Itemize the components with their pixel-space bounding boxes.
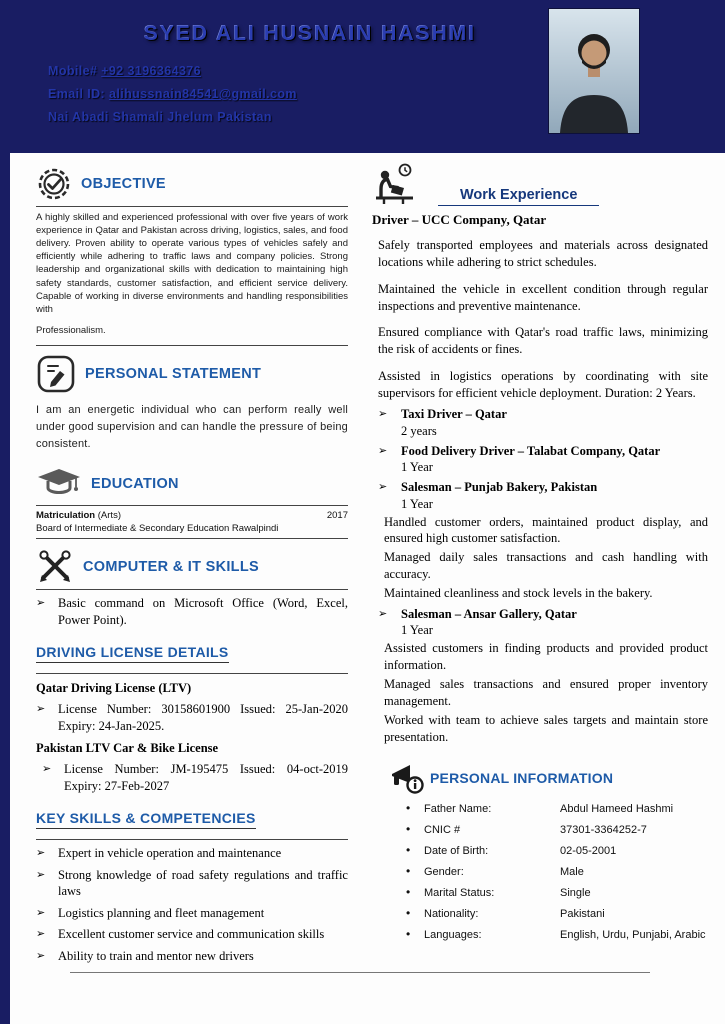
job-entry (372, 479, 708, 602)
education-board: Board of Intermediate & Secondary Education Rawalpindi (36, 523, 279, 535)
arrow-bullet: ➢ (378, 443, 388, 457)
divider (36, 673, 348, 674)
personal-statement-title: PERSONAL STATEMENT (85, 365, 262, 382)
job-entry (372, 406, 708, 439)
work-experience-header (372, 162, 708, 206)
qatar-license-detail: ➢ License Number: 30158601900 Issued: 25-Jan-2020 Expiry: 24-Jan-2025. (36, 702, 348, 733)
work-paragraph: Safely transported employees and materials across designated locations while adhering to strict schedules. (378, 238, 708, 270)
arrow-bullet: ➢ (36, 702, 46, 716)
personal-information-header (372, 762, 708, 794)
right-column (372, 162, 708, 941)
education-header (36, 467, 348, 501)
person-at-desk-clock-icon (372, 162, 416, 206)
profile-photo (548, 8, 640, 134)
dot-bullet: • (406, 800, 411, 815)
key-skills-section (36, 794, 348, 964)
key-skill-item: ➢ Excellent customer service and communication skills (36, 927, 325, 942)
job-entry (372, 606, 708, 746)
work-experience-title: Work Experience (438, 187, 599, 206)
education-section (36, 467, 348, 539)
email-row (48, 87, 297, 101)
info-row: • Languages: English, Urdu, Punjabi, Arabic (406, 926, 706, 941)
education-degree (36, 510, 121, 521)
job-title: Salesman – Ansar Gallery, Qatar (401, 606, 577, 621)
info-row: • CNIC # 37301-3364252-7 (406, 821, 647, 836)
divider (36, 345, 348, 346)
pakistan-license-detail: ➢ License Number: JM-195475 Issued: 04-oct-2019 Expiry: 27-Feb-2027 (42, 762, 348, 793)
divider (36, 505, 348, 506)
key-skill-item: ➢ Logistics planning and fleet management (36, 905, 265, 920)
arrow-bullet: ➢ (36, 927, 46, 941)
job-title: Taxi Driver – Qatar (401, 407, 507, 421)
current-role-heading: Driver – UCC Company, Qatar (372, 212, 547, 227)
info-row: • Gender: Male (406, 863, 584, 878)
info-row: • Father Name: Abdul Hameed Hashmi (406, 800, 674, 815)
education-year: 2017 (326, 510, 348, 522)
it-skills-title: COMPUTER & IT SKILLS (83, 559, 259, 576)
education-degree-rest: (Arts) (95, 510, 121, 522)
dot-bullet: • (406, 905, 411, 920)
candidate-name: SYED ALI HUSNAIN HASHMI (143, 22, 477, 45)
job-entry (372, 443, 708, 476)
key-skills-title: KEY SKILLS & COMPETENCIES (36, 810, 256, 829)
arrow-bullet: ➢ (42, 762, 52, 776)
job-title: Salesman – Punjab Bakery, Pakistan (401, 480, 598, 494)
arrow-bullet: ➢ (378, 407, 388, 420)
dot-bullet: • (406, 863, 411, 878)
divider (36, 589, 348, 590)
left-column (36, 162, 348, 964)
dot-bullet: • (406, 821, 411, 836)
qatar-license-title: Qatar Driving License (LTV) (36, 681, 192, 696)
address-text: Nai Abadi Shamali Jhelum Pakistan (48, 110, 272, 124)
personal-statement-section (36, 354, 348, 453)
work-experience-section (372, 162, 708, 746)
job-detail: Managed sales transactions and ensured proper inventory management. (384, 677, 708, 708)
arrow-bullet: ➢ (36, 846, 46, 860)
dot-bullet: • (406, 926, 411, 941)
email-link[interactable]: alihussnain84541@gmail.com (108, 87, 297, 101)
job-detail: Maintained cleanliness and stock levels in the bakery. (384, 586, 653, 600)
job-detail: Managed daily sales transactions and cash handling with accuracy. (384, 550, 708, 582)
arrow-bullet: ➢ (378, 480, 388, 493)
pakistan-license-title: Pakistan LTV Car & Bike License (36, 741, 219, 756)
personal-information-section (372, 762, 708, 941)
objective-text: A highly skilled and experienced professional with over five years of work experience in Qatar and Pakistan across driving, logistics, sales, and food delivery. Proven ability to operate various types of vehicles safely and efficiently while adhering to traffic laws and company policies. Strong leadership and organizational skills with dedication to maintaining high safety standards, customer satisfaction, and efficient service delivery. Capable of working in diverse environments and handling responsibilities with (36, 212, 348, 315)
job-title: Food Delivery Driver – Talabat Company, Qatar (401, 443, 661, 458)
key-skill-item: ➢ Ability to train and mentor new drivers (36, 948, 254, 963)
left-edge-stripe (0, 153, 10, 1024)
it-skills-section (36, 549, 348, 628)
job-detail: Assisted customers in finding products and provided product information. (384, 641, 708, 673)
job-detail: Handled customer orders, maintained product display, and ensured high customer satisfaction. (384, 514, 708, 546)
job-duration: 2 years (401, 423, 437, 438)
key-skill-item: ➢ Expert in vehicle operation and maintenance (36, 846, 282, 861)
objective-section (36, 166, 348, 346)
job-duration: 1 Year (401, 623, 433, 638)
arrow-bullet: ➢ (36, 948, 46, 962)
contact-block (48, 64, 297, 133)
objective-header (36, 166, 348, 202)
mobile-label: Mobile# (48, 64, 102, 78)
target-check-icon (36, 166, 72, 202)
job-duration: 1 Year (401, 460, 433, 474)
education-row (36, 510, 348, 521)
arrow-bullet: ➢ (36, 905, 46, 919)
divider (36, 839, 348, 840)
arrow-bullet: ➢ (378, 606, 388, 620)
footer-divider (70, 972, 650, 973)
mobile-row (48, 64, 297, 78)
info-row: • Date of Birth: 02-05-2001 (406, 842, 617, 857)
work-paragraph: Maintained the vehicle in excellent condition through regular inspections and preventive maintenance. (378, 281, 708, 313)
key-skill-item: ➢ Strong knowledge of road safety regulations and traffic laws (36, 867, 348, 899)
job-detail: Worked with team to achieve sales targets and maintain store presentation. (384, 712, 708, 744)
work-paragraph: Ensured compliance with Qatar's road traffic laws, minimizing the risk of accidents or fines. (378, 325, 708, 357)
driving-license-title: DRIVING LICENSE DETAILS (36, 644, 229, 663)
mobile-number: +92 3196364376 (101, 64, 202, 78)
divider (36, 206, 348, 207)
objective-text-cont: Professionalism. (36, 324, 106, 336)
job-duration: 1 Year (401, 496, 433, 511)
email-label: Email ID: (48, 87, 109, 101)
work-paragraph: Assisted in logistics operations by coordinating with site supervisors for efficient vehicle deployment. Duration: 2 Years. (378, 368, 708, 400)
arrow-bullet: ➢ (36, 867, 46, 881)
arrow-bullet: ➢ (36, 596, 46, 610)
dot-bullet: • (406, 842, 411, 857)
info-row: • Marital Status: Single (406, 884, 591, 899)
graduation-cap-icon (36, 467, 82, 501)
personal-statement-text: I am an energetic individual who can perform really well under good supervision and can handle the pressure of being consistent. (36, 403, 348, 451)
objective-title: OBJECTIVE (81, 176, 166, 192)
dot-bullet: • (406, 884, 411, 899)
personal-statement-header (36, 354, 348, 394)
education-title: EDUCATION (91, 476, 179, 493)
driving-license-section (36, 628, 348, 794)
megaphone-info-icon (390, 762, 424, 794)
info-row: • Nationality: Pakistani (406, 905, 605, 920)
it-skill-item: ➢ Basic command on Microsoft Office (Word, Excel, Power Point). (36, 596, 348, 627)
education-degree-bold: Matriculation (36, 510, 96, 522)
it-skills-header (36, 549, 348, 585)
note-pencil-icon (36, 354, 76, 394)
header-banner (0, 0, 725, 153)
personal-information-title: PERSONAL INFORMATION (430, 769, 614, 786)
divider (36, 538, 348, 539)
profile-photo-image (549, 9, 639, 133)
crossed-tools-icon (36, 549, 74, 585)
